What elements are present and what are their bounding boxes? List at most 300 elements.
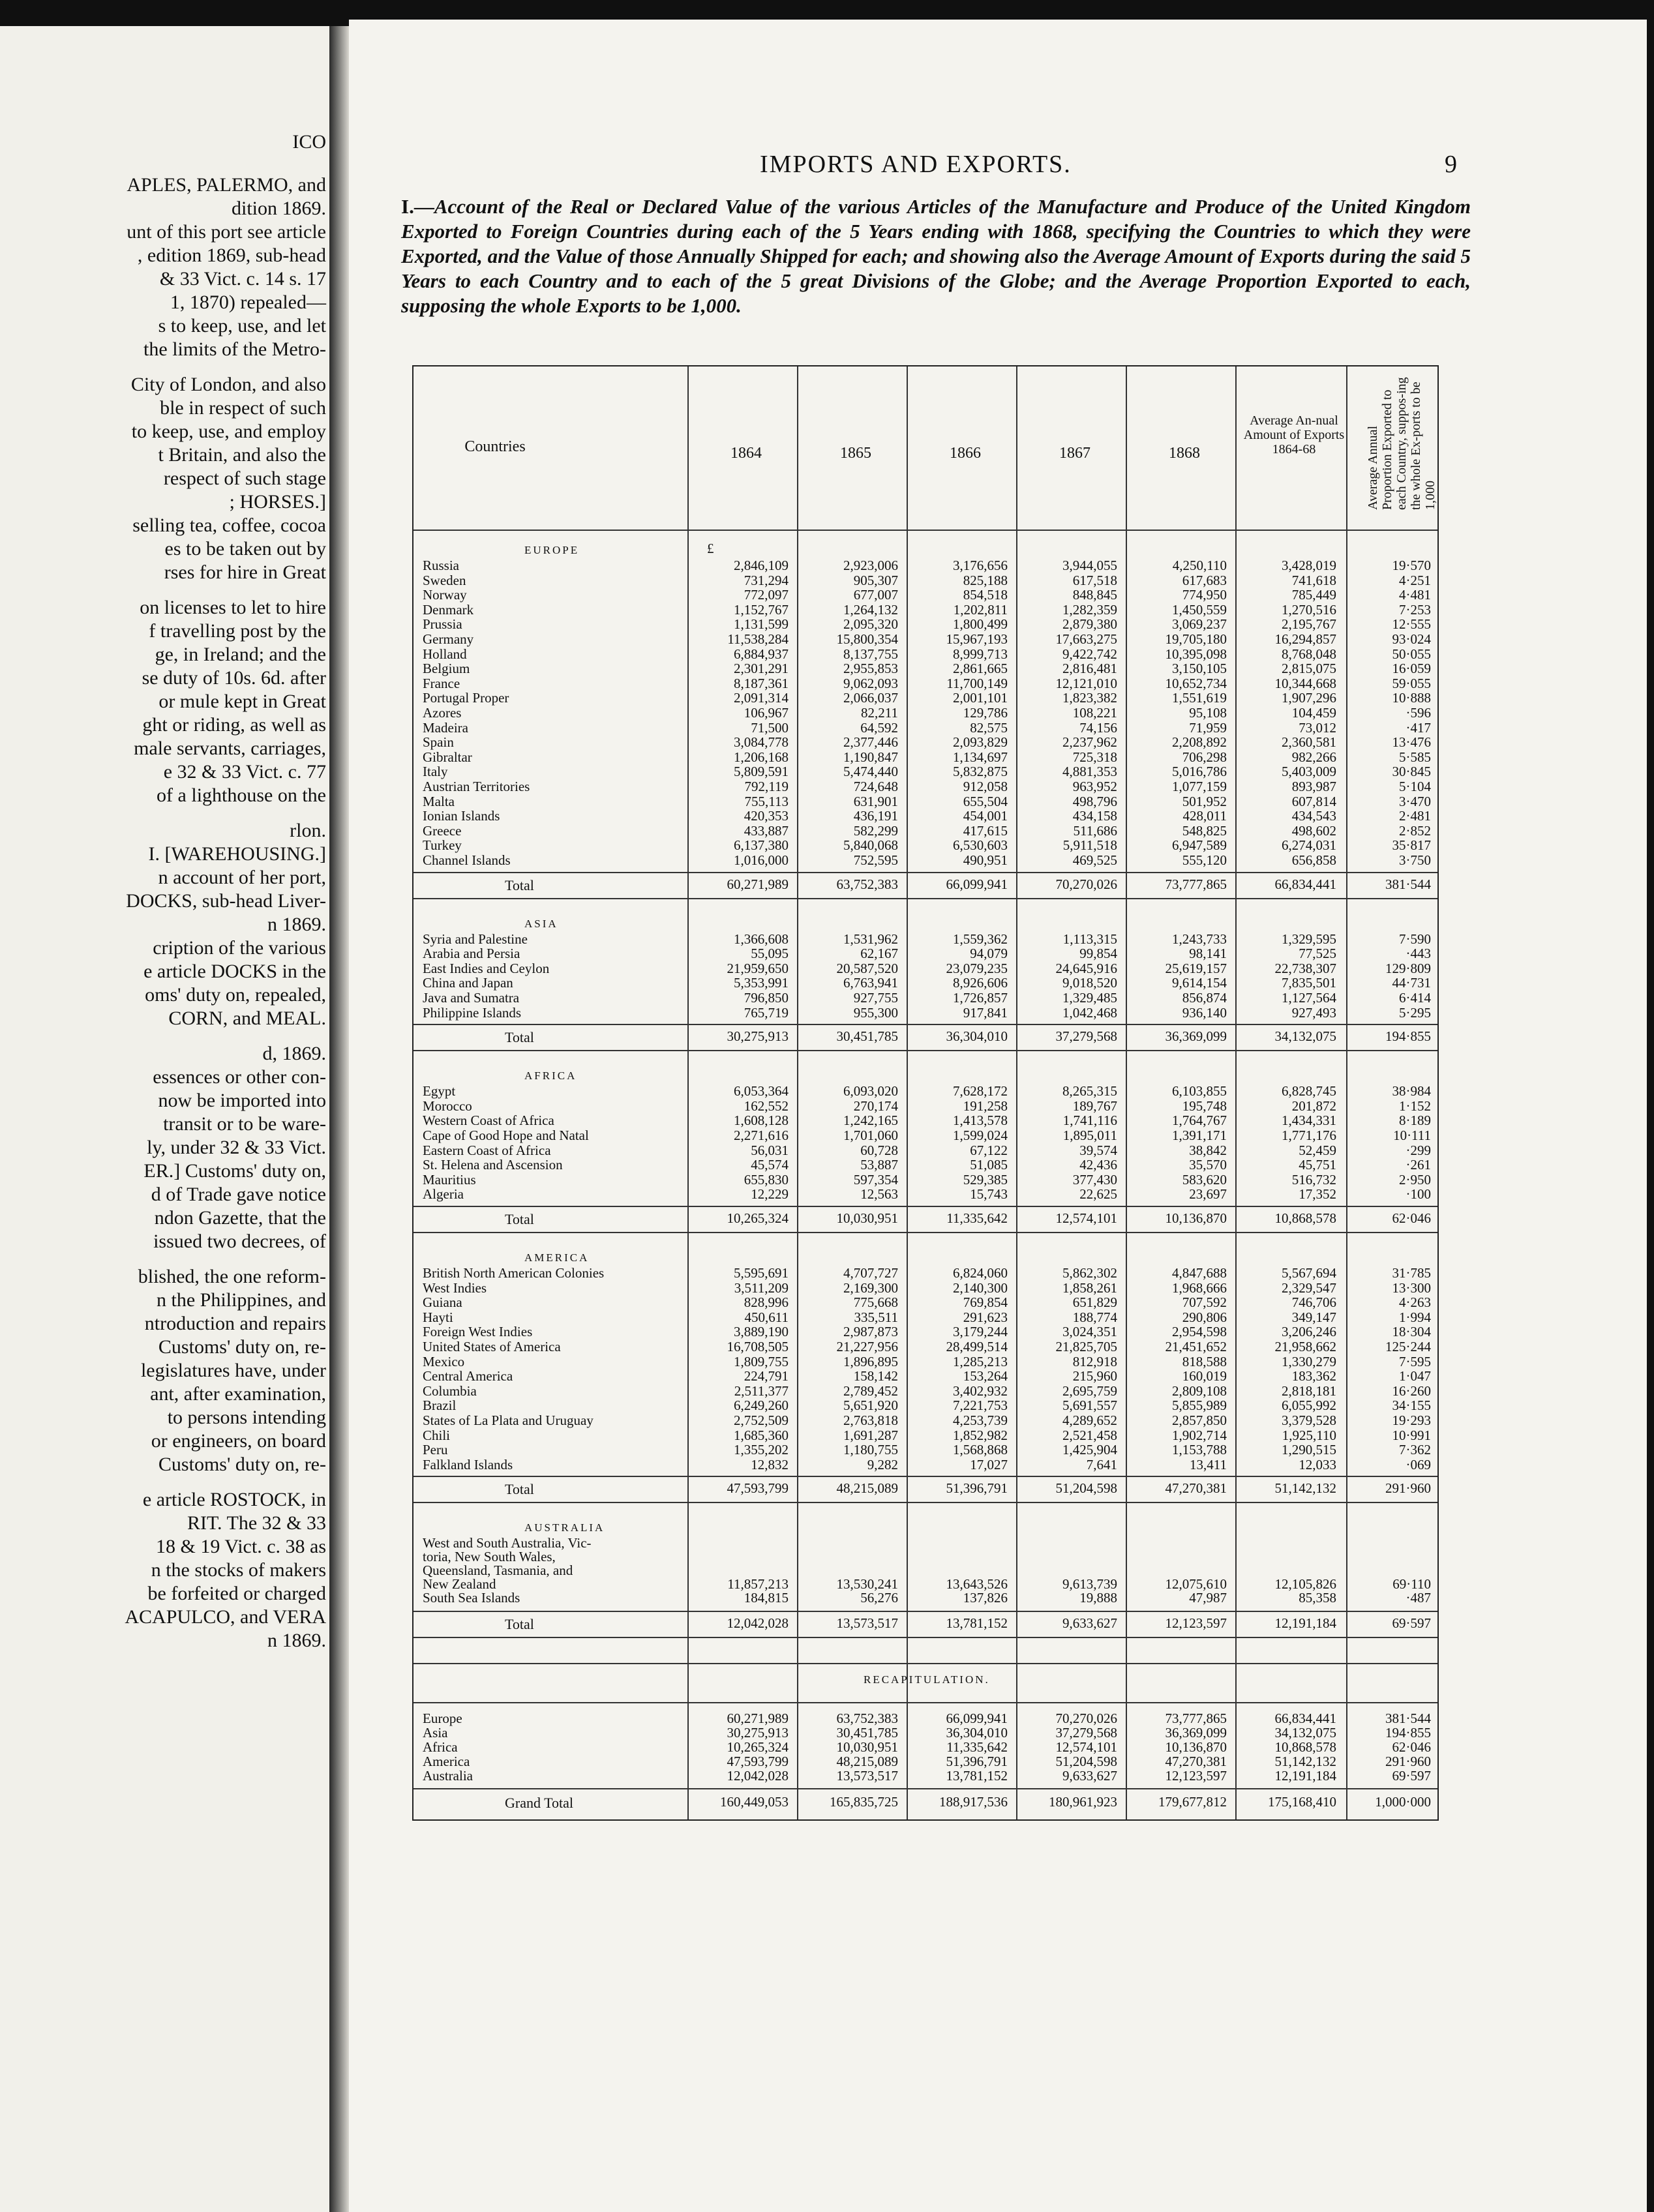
- value-cell: 1·152: [1399, 1098, 1431, 1114]
- value-cell: 7,835,501: [1282, 975, 1336, 991]
- value-cell: 10,344,668: [1274, 675, 1336, 691]
- row-rule: [414, 1788, 1437, 1789]
- page-title: IMPORTS AND EXPORTS.: [760, 151, 1072, 178]
- value-cell: 498,602: [1291, 822, 1336, 839]
- value-cell: 774,950: [1182, 587, 1227, 603]
- page-number: 9: [1445, 151, 1458, 178]
- value-cell: 1,243,733: [1172, 931, 1227, 947]
- total-value: 180,961,923: [1049, 1794, 1117, 1810]
- value-cell: 3,069,237: [1172, 616, 1227, 633]
- value-cell: 3,150,105: [1172, 661, 1227, 677]
- value-cell: 290,806: [1182, 1309, 1227, 1325]
- section-heading: AFRICA: [524, 1069, 577, 1083]
- value-cell: 125·244: [1385, 1339, 1431, 1354]
- value-cell: 30·845: [1392, 764, 1431, 780]
- value-cell: 2,695,759: [1062, 1382, 1117, 1399]
- value-cell: 3,379,528: [1282, 1412, 1336, 1428]
- value-cell: 1,206,168: [734, 749, 789, 765]
- left-page-line: City of London, and also: [130, 374, 326, 395]
- value-cell: 5,855,989: [1172, 1397, 1227, 1414]
- left-page-line: CORN, and MEAL.: [168, 1008, 326, 1029]
- value-cell: 12,042,028: [727, 1768, 789, 1784]
- left-page-line: d of Trade gave notice: [151, 1184, 326, 1205]
- value-cell: 39,574: [1079, 1142, 1117, 1158]
- country-name: British North American Colonies: [423, 1265, 605, 1281]
- value-cell: 17,352: [1299, 1186, 1336, 1203]
- total-value: 66,834,441: [1274, 876, 1336, 892]
- left-page-line: n the Philippines, and: [157, 1289, 326, 1311]
- value-cell: 64,592: [860, 719, 898, 736]
- value-cell: 12,105,826: [1274, 1576, 1336, 1592]
- total-value: 10,868,578: [1274, 1210, 1336, 1226]
- country-name: East Indies and Ceylon: [423, 960, 550, 976]
- value-cell: 19,705,180: [1165, 631, 1227, 647]
- value-cell: 1,771,176: [1282, 1128, 1336, 1143]
- value-cell: 9,633,627: [1062, 1768, 1117, 1784]
- row-rule: [414, 1232, 1437, 1233]
- value-cell: 963,952: [1072, 779, 1117, 794]
- value-cell: 51,396,791: [946, 1754, 1008, 1770]
- value-cell: 44·731: [1392, 975, 1431, 991]
- value-cell: 381·544: [1385, 1711, 1431, 1727]
- value-cell: 15,967,193: [946, 631, 1008, 647]
- left-page-line: e article DOCKS in the: [143, 961, 326, 982]
- value-cell: 13,573,517: [836, 1768, 898, 1784]
- value-cell: 555,120: [1182, 852, 1227, 868]
- value-cell: 2,955,853: [843, 661, 898, 677]
- value-cell: 1,800,499: [953, 616, 1008, 633]
- section-heading: ASIA: [524, 917, 558, 930]
- country-name: Cape of Good Hope and Natal: [423, 1128, 589, 1143]
- value-cell: 10,265,324: [727, 1739, 789, 1756]
- row-rule: [414, 898, 1437, 899]
- left-page-line: blished, the one reform-: [138, 1266, 326, 1287]
- value-cell: 9,282: [867, 1456, 898, 1472]
- value-cell: 377,430: [1072, 1171, 1117, 1188]
- value-cell: 55,095: [751, 946, 789, 962]
- value-cell: 5,403,009: [1282, 764, 1336, 780]
- value-cell: 4,250,110: [1172, 558, 1227, 573]
- value-cell: 6,055,992: [1282, 1397, 1336, 1414]
- value-cell: 6,093,020: [843, 1083, 898, 1099]
- value-cell: 1,450,559: [1172, 601, 1227, 618]
- total-value: 9,633,627: [1062, 1615, 1117, 1632]
- left-page-line: ACAPULCO, and VERA: [125, 1606, 326, 1628]
- country-name: Sweden: [423, 572, 466, 588]
- value-cell: 3,084,778: [734, 734, 789, 751]
- value-cell: ·100: [1406, 1186, 1431, 1203]
- value-cell: 450,611: [744, 1309, 789, 1325]
- left-page-line: e article ROSTOCK, in: [142, 1489, 326, 1510]
- value-cell: 828,996: [744, 1294, 789, 1311]
- total-value: 12,042,028: [727, 1615, 789, 1632]
- value-cell: 3·470: [1399, 793, 1431, 809]
- column-rule: [797, 366, 798, 1819]
- value-cell: 73,777,865: [1165, 1711, 1227, 1727]
- value-cell: 856,874: [1182, 990, 1227, 1006]
- value-cell: 936,140: [1182, 1004, 1227, 1021]
- country-name: New Zealand: [423, 1576, 496, 1592]
- value-cell: 812,918: [1072, 1353, 1117, 1369]
- value-cell: 21,451,652: [1165, 1339, 1227, 1354]
- caption-lead: I.—: [401, 195, 434, 218]
- value-cell: 516,732: [1291, 1171, 1336, 1188]
- value-cell: 12,075,610: [1165, 1576, 1227, 1592]
- value-cell: 35·817: [1392, 837, 1431, 854]
- left-page-line: issued two decrees, of: [153, 1231, 326, 1252]
- value-cell: 93·024: [1392, 631, 1431, 647]
- value-cell: 51,204,598: [1055, 1754, 1117, 1770]
- value-cell: 631,901: [853, 793, 898, 809]
- left-page-line: es to be taken out by: [164, 538, 326, 560]
- value-cell: 854,518: [963, 587, 1008, 603]
- value-cell: 184,815: [744, 1590, 789, 1606]
- value-cell: ·596: [1406, 705, 1431, 721]
- total-value: 69·597: [1392, 1615, 1431, 1632]
- left-page-line: ght or riding, as well as: [142, 714, 326, 736]
- country-name: Gibraltar: [423, 749, 472, 765]
- value-cell: 1,599,024: [953, 1128, 1008, 1143]
- value-cell: 3,944,055: [1062, 558, 1117, 573]
- value-cell: 1,042,468: [1062, 1004, 1117, 1021]
- recapitulation-heading: RECAPITULATION.: [864, 1673, 990, 1686]
- value-cell: 20,587,520: [836, 960, 898, 976]
- col-header-1865: 1865: [840, 445, 871, 462]
- value-cell: 10,030,951: [836, 1739, 898, 1756]
- value-cell: 454,001: [963, 808, 1008, 824]
- total-value: 10,030,951: [836, 1210, 898, 1226]
- country-name: Denmark: [423, 601, 474, 618]
- total-value: 70,270,026: [1055, 876, 1117, 892]
- value-cell: 158,142: [853, 1368, 898, 1384]
- left-page-line: unt of this port see article: [127, 221, 326, 243]
- value-cell: 755,113: [744, 793, 789, 809]
- value-cell: 59·055: [1392, 675, 1431, 691]
- value-cell: 917,841: [963, 1004, 1008, 1021]
- value-cell: 6,137,380: [734, 837, 789, 854]
- row-rule: [414, 1206, 1437, 1207]
- left-page-line: APLES, PALERMO, and: [127, 174, 326, 196]
- total-value: 73,777,865: [1165, 876, 1227, 892]
- value-cell: 655,504: [963, 793, 1008, 809]
- value-cell: 30,451,785: [836, 1725, 898, 1741]
- country-name: Chili: [423, 1427, 451, 1443]
- left-page-line: se duty of 10s. 6d. after: [142, 667, 326, 689]
- country-name: Prussia: [423, 616, 462, 633]
- value-cell: 10,395,098: [1165, 646, 1227, 662]
- value-cell: 66,099,941: [946, 1711, 1008, 1727]
- value-cell: 3,206,246: [1282, 1324, 1336, 1340]
- value-cell: 47,987: [1189, 1590, 1227, 1606]
- country-name: Brazil: [423, 1397, 457, 1414]
- total-value: 165,835,725: [830, 1794, 898, 1810]
- left-page-line: n the stocks of makers: [151, 1559, 326, 1581]
- value-cell: 153,264: [963, 1368, 1008, 1384]
- value-cell: 12,191,184: [1274, 1768, 1336, 1784]
- value-cell: 56,276: [860, 1590, 898, 1606]
- value-cell: 8,265,315: [1062, 1083, 1117, 1099]
- value-cell: 21,959,650: [727, 960, 789, 976]
- value-cell: 4,253,739: [953, 1412, 1008, 1428]
- value-cell: 2,195,767: [1282, 616, 1336, 633]
- country-name: Austrian Territories: [423, 779, 530, 794]
- value-cell: 6,249,260: [734, 1397, 789, 1414]
- left-page-line: essences or other con-: [153, 1066, 326, 1088]
- left-page-line: ndon Gazette, that the: [154, 1207, 326, 1229]
- country-name: Mexico: [423, 1353, 465, 1369]
- left-page-line: ER.] Customs' duty on,: [143, 1160, 326, 1182]
- left-page-line: ntroduction and repairs: [144, 1313, 326, 1334]
- value-cell: 5·295: [1399, 1004, 1431, 1021]
- value-cell: 1,113,315: [1062, 931, 1117, 947]
- value-cell: 3,428,019: [1282, 558, 1336, 573]
- value-cell: ·261: [1406, 1157, 1431, 1173]
- value-cell: 106,967: [744, 705, 789, 721]
- value-cell: 548,825: [1182, 822, 1227, 839]
- value-cell: 5,862,302: [1062, 1265, 1117, 1281]
- value-cell: 7·253: [1399, 601, 1431, 618]
- value-cell: 982,266: [1291, 749, 1336, 765]
- country-name: Egypt: [423, 1083, 456, 1099]
- value-cell: 62,167: [860, 946, 898, 962]
- country-name: toria, New South Wales,: [423, 1549, 556, 1565]
- value-cell: 74,156: [1079, 719, 1117, 736]
- value-cell: 4,847,688: [1172, 1265, 1227, 1281]
- value-cell: 51,085: [970, 1157, 1008, 1173]
- value-cell: 11,335,642: [946, 1739, 1008, 1756]
- value-cell: 3·750: [1399, 852, 1431, 868]
- value-cell: 1,285,213: [953, 1353, 1008, 1369]
- value-cell: 162,552: [744, 1098, 789, 1114]
- country-name: Norway: [423, 587, 467, 603]
- value-cell: 1,366,608: [734, 931, 789, 947]
- value-cell: 1,242,165: [843, 1113, 898, 1129]
- col-header-1866: 1866: [950, 445, 981, 462]
- value-cell: 71,959: [1189, 719, 1227, 736]
- value-cell: 12,123,597: [1165, 1768, 1227, 1784]
- value-cell: 775,668: [853, 1294, 898, 1311]
- value-cell: 38·984: [1392, 1083, 1431, 1099]
- value-cell: 752,595: [853, 852, 898, 868]
- value-cell: 22,625: [1079, 1186, 1117, 1203]
- value-cell: 21,958,662: [1274, 1339, 1336, 1354]
- total-label: Grand Total: [505, 1795, 573, 1812]
- currency-symbol: £: [707, 541, 714, 556]
- value-cell: 10,868,578: [1274, 1739, 1336, 1756]
- total-value: 51,142,132: [1274, 1480, 1336, 1497]
- country-name: France: [423, 675, 460, 691]
- value-cell: 16,708,505: [727, 1339, 789, 1354]
- value-cell: 1,691,287: [843, 1427, 898, 1443]
- value-cell: 15,743: [970, 1186, 1008, 1203]
- left-page-line: rses for hire in Great: [164, 561, 326, 583]
- value-cell: 8,768,048: [1282, 646, 1336, 662]
- left-page-line: be forfeited or charged: [147, 1583, 326, 1604]
- value-cell: 3,511,209: [734, 1279, 789, 1296]
- value-cell: 5,595,691: [734, 1265, 789, 1281]
- left-page-line: transit or to be ware-: [163, 1113, 326, 1135]
- left-page-line: ; HORSES.]: [229, 491, 326, 513]
- left-page-line: 1, 1870) repealed—: [170, 291, 326, 313]
- country-name: Philippine Islands: [423, 1004, 522, 1021]
- value-cell: 2,521,458: [1062, 1427, 1117, 1443]
- book-gutter: [329, 26, 349, 2212]
- value-cell: 6,763,941: [843, 975, 898, 991]
- value-cell: 1,329,485: [1062, 990, 1117, 1006]
- value-cell: 19,888: [1079, 1590, 1117, 1606]
- value-cell: 5,809,591: [734, 764, 789, 780]
- country-name: Australia: [423, 1768, 473, 1784]
- value-cell: 1,568,868: [953, 1442, 1008, 1458]
- value-cell: 1,329,595: [1282, 931, 1336, 947]
- country-name: Madeira: [423, 719, 468, 736]
- value-cell: 1,925,110: [1282, 1427, 1336, 1443]
- value-cell: ·443: [1406, 946, 1431, 962]
- country-name: Ionian Islands: [423, 808, 500, 824]
- total-value: 381·544: [1385, 876, 1431, 892]
- row-rule: [414, 1611, 1437, 1612]
- country-name: Italy: [423, 764, 448, 780]
- value-cell: 10·111: [1393, 1128, 1431, 1143]
- column-rule: [1235, 366, 1237, 1819]
- left-page-line: legislatures have, under: [140, 1360, 326, 1381]
- value-cell: 10,136,870: [1165, 1739, 1227, 1756]
- total-value: 51,396,791: [946, 1480, 1008, 1497]
- value-cell: 725,318: [1072, 749, 1117, 765]
- value-cell: 7,221,753: [953, 1397, 1008, 1414]
- left-page-line: of a lighthouse on the: [157, 785, 326, 806]
- value-cell: 2·481: [1399, 808, 1431, 824]
- left-page-line: n account of her port,: [158, 867, 326, 888]
- value-cell: ·069: [1406, 1456, 1431, 1472]
- value-cell: 1,685,360: [734, 1427, 789, 1443]
- country-name: Spain: [423, 734, 454, 751]
- left-page-line: f travelling post by the: [149, 620, 326, 642]
- value-cell: 2,879,380: [1062, 616, 1117, 633]
- value-cell: 47,270,381: [1165, 1754, 1227, 1770]
- left-page-line: & 33 Vict. c. 14 s. 17: [159, 268, 326, 290]
- value-cell: 2,752,509: [734, 1412, 789, 1428]
- value-cell: 2,095,320: [843, 616, 898, 633]
- total-value: 188,917,536: [939, 1794, 1008, 1810]
- total-value: 10,136,870: [1165, 1210, 1227, 1226]
- value-cell: 51,142,132: [1274, 1754, 1336, 1770]
- value-cell: 746,706: [1291, 1294, 1336, 1311]
- country-name: United States of America: [423, 1339, 561, 1354]
- value-cell: 188,774: [1072, 1309, 1117, 1325]
- value-cell: 30,275,913: [727, 1725, 789, 1741]
- value-cell: 224,791: [744, 1368, 789, 1384]
- value-cell: 765,719: [744, 1004, 789, 1021]
- value-cell: 6,824,060: [953, 1265, 1008, 1281]
- value-cell: 1,823,382: [1062, 690, 1117, 706]
- value-cell: 3,889,190: [734, 1324, 789, 1340]
- value-cell: 2,093,829: [953, 734, 1008, 751]
- value-cell: 85,358: [1299, 1590, 1336, 1606]
- row-rule: [414, 1702, 1437, 1703]
- value-cell: 50·055: [1392, 646, 1431, 662]
- value-cell: 47,593,799: [727, 1754, 789, 1770]
- right-page: [349, 20, 1647, 2212]
- value-cell: 2,169,300: [843, 1279, 898, 1296]
- left-page-line: dition 1869.: [231, 198, 326, 219]
- value-cell: 13·300: [1392, 1279, 1431, 1296]
- country-name: Western Coast of Africa: [423, 1113, 554, 1129]
- left-page-line: or mule kept in Great: [158, 691, 326, 712]
- country-name: Malta: [423, 793, 455, 809]
- value-cell: 731,294: [744, 572, 789, 588]
- value-cell: 4,881,353: [1062, 764, 1117, 780]
- value-cell: 82,575: [970, 719, 1008, 736]
- row-rule: [414, 1050, 1437, 1051]
- country-name: Germany: [423, 631, 474, 647]
- left-page-line: DOCKS, sub-head Liver-: [126, 890, 326, 912]
- value-cell: 34·155: [1392, 1397, 1431, 1414]
- country-name: Holland: [423, 646, 467, 662]
- value-cell: 2,271,616: [734, 1128, 789, 1143]
- value-cell: 583,620: [1182, 1171, 1227, 1188]
- value-cell: 129·809: [1385, 960, 1431, 976]
- value-cell: 108,221: [1072, 705, 1117, 721]
- left-page-line: ble in respect of such: [160, 397, 326, 419]
- value-cell: 60,271,989: [727, 1711, 789, 1727]
- total-value: 13,573,517: [836, 1615, 898, 1632]
- left-page-line: Customs' duty on, re-: [158, 1336, 326, 1358]
- total-value: 179,677,812: [1158, 1794, 1227, 1810]
- left-page-line: to keep, use, and employ: [131, 421, 326, 442]
- row-rule: [414, 1502, 1437, 1503]
- col-header-proportion: Average Annual Proportion Exported to each Country, suppos-ing the whole Ex-ports to be 1,000: [1366, 377, 1437, 510]
- value-cell: 1,551,619: [1172, 690, 1227, 706]
- left-page-line: RIT. The 32 & 33: [187, 1512, 326, 1534]
- value-cell: 1,741,116: [1062, 1113, 1117, 1129]
- value-cell: 1,127,564: [1282, 990, 1336, 1006]
- value-cell: 2,091,314: [734, 690, 789, 706]
- value-cell: 3,179,244: [953, 1324, 1008, 1340]
- value-cell: 707,592: [1182, 1294, 1227, 1311]
- country-name: Hayti: [423, 1309, 453, 1325]
- total-value: 36,369,099: [1165, 1028, 1227, 1045]
- total-value: 291·960: [1385, 1480, 1431, 1497]
- country-name: Falkland Islands: [423, 1456, 513, 1472]
- country-name: Central America: [423, 1368, 513, 1384]
- value-cell: 8,187,361: [734, 675, 789, 691]
- value-cell: 927,493: [1291, 1004, 1336, 1021]
- total-label: Total: [505, 876, 534, 893]
- left-page-line: s to keep, use, and let: [158, 315, 326, 336]
- value-cell: 9,613,739: [1062, 1576, 1117, 1592]
- value-cell: 607,814: [1291, 793, 1336, 809]
- country-name: Guiana: [423, 1294, 462, 1311]
- value-cell: 2,237,962: [1062, 734, 1117, 751]
- value-cell: 195,748: [1182, 1098, 1227, 1114]
- country-name: Europe: [423, 1711, 462, 1727]
- value-cell: 1,559,362: [953, 931, 1008, 947]
- column-rule: [687, 366, 689, 1819]
- value-cell: 2,001,101: [953, 690, 1008, 706]
- left-page-line: ICO: [292, 131, 326, 153]
- value-cell: 2,816,481: [1062, 661, 1117, 677]
- country-name: Azores: [423, 705, 462, 721]
- value-cell: 73,012: [1299, 719, 1336, 736]
- value-cell: 98,141: [1189, 946, 1227, 962]
- value-cell: 71,500: [751, 719, 789, 736]
- value-cell: ·417: [1406, 719, 1431, 736]
- value-cell: 2,066,037: [843, 690, 898, 706]
- col-header-1868: 1868: [1169, 445, 1200, 462]
- country-name: Channel Islands: [423, 852, 511, 868]
- value-cell: 428,011: [1182, 808, 1227, 824]
